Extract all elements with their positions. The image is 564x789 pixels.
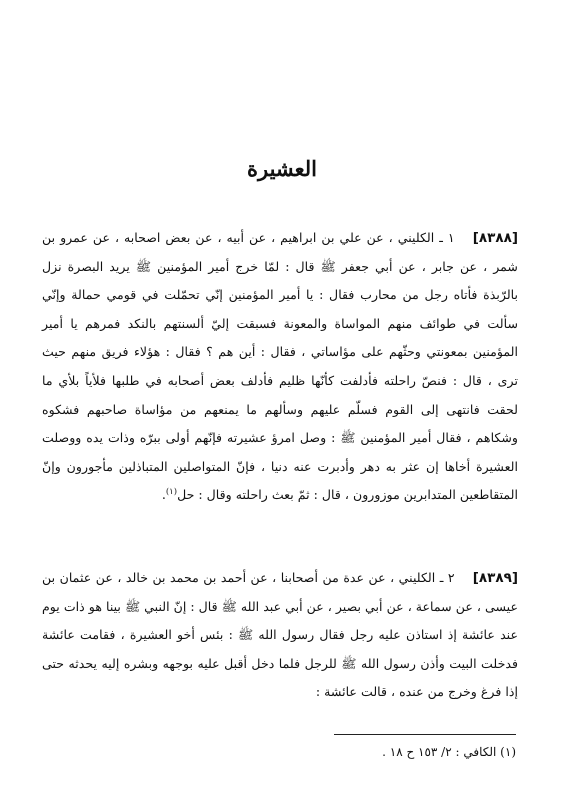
chapter-title: العشيرة — [246, 156, 318, 181]
hadith-number: [٨٣٨٩] — [472, 570, 518, 586]
hadith-8388 — [42, 224, 518, 510]
footnote: (١) الكافي : ٢/ ١٥٣ ح ١٨ . — [382, 745, 516, 759]
footnote-divider — [334, 734, 516, 735]
footnote-reference[interactable]: (١) — [165, 487, 178, 498]
hadith-text: ٢ ـ الكليني ، عن عدة من أصحابنا ، عن أحمد بن محمد بن خالد ، عن عثمان بن عيسى ، عن سماعة ، عن أبي بصير ، عن أبي عبد الله ﷺ قال : إنّ النبي ﷺ بينا هو ذات يوم عند عائشة إذ استاذن عليه رجل فقال رسول الله ﷺ : بئس أخو العشيرة ، فقامت عائشة فدخلت البيت وأذن رسول الله ﷺ للرجل فلما دخل أقبل عليه بوجهه وبشره إليه يحدثه حتى إذا فرغ وخرج من عنده ، قالت عائشة : — [42, 570, 518, 700]
hadith-end-mark: . — [161, 487, 166, 503]
hadith-number: [٨٣٨٨] — [472, 230, 518, 246]
hadith-text: ١ ـ الكليني ، عن علي بن ابراهيم ، عن أبيه ، عن بعض اصحابه ، عن عمرو بن شمر ، عن جابر ، عن أبي جعفر ﷺ قال : لمّا خرج أمير المؤمنين ﷺ يريد البصرة نزل بالرّبذة فأتاه رجل من محارب فقال : يا أمير المؤمنين إنّي تحمّلت في قومي حمالة وإنّي سألت في طوائف منهم المواساة والمعونة فسبقت إليّ ألسنتهم بالنكد فمرهم يا أمير المؤمنين بمعونتي وحثّهم على مؤاساتي ، فقال : أين هم ؟ فقال : هؤلاء فريق منهم حيث ترى ، قال : فنصّ راحلته فأدلفت كأنّها ظليم فأدلف بعض أصحابه في طلبها فلأياً بلأي ما لحقت فانتهى إلى القوم فسلّم عليهم وسألهم ما يمنعهم من مؤاساة صاحبهم فشكوه وشكاهم ، فقال أمير المؤمنين ﷺ : وصل امرؤ عشيرته فإنّهم أولى ببرّه وذات يده ووصلت العشيرة أخاها إن عثر به دهر وأدبرت عنه دنيا ، فإنّ المتواصلين المتباذلين مأجورون وإنّ المتقاطعين المتدابرين موزورون ، قال : ثمّ بعث راحلته وقال : حل — [42, 230, 518, 503]
hadith-8389 — [42, 564, 518, 707]
